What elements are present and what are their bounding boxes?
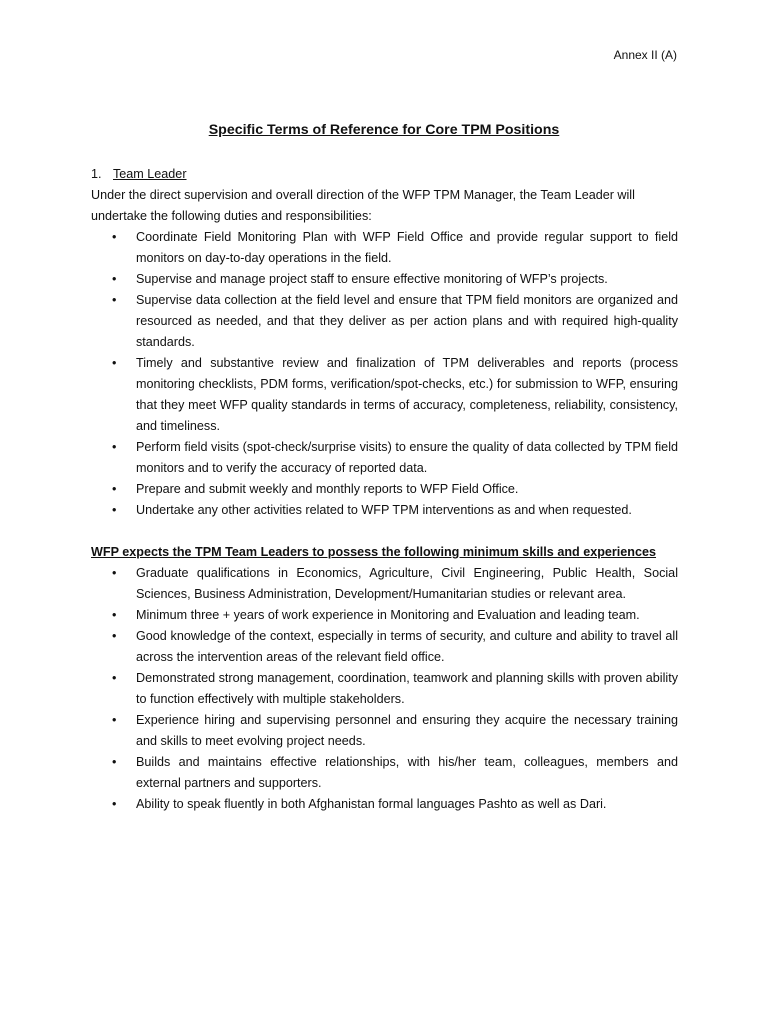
duty-item <box>91 269 678 290</box>
bullet-icon: • <box>112 272 117 286</box>
skill-text: Builds and maintains effective relationships, with his/her team, colleagues, members and external partners and supporters. <box>136 755 678 790</box>
duty-text: Supervise and manage project staff to ensure effective monitoring of WFP’s projects. <box>136 272 608 286</box>
skill-text: Minimum three + years of work experience in Monitoring and Evaluation and leading team. <box>136 608 640 622</box>
section-title: Team Leader <box>113 167 187 181</box>
duty-item <box>91 353 678 437</box>
duties-list <box>91 227 678 521</box>
duty-text: Undertake any other activities related to WFP TPM interventions as and when requested. <box>136 503 632 517</box>
duty-text: Prepare and submit weekly and monthly reports to WFP Field Office. <box>136 482 519 496</box>
bullet-icon: • <box>112 566 117 580</box>
bullet-icon: • <box>112 629 117 643</box>
skill-text: Experience hiring and supervising personnel and ensuring they acquire the necessary training and skills to meet evolving project needs. <box>136 713 678 748</box>
section-heading <box>91 164 678 185</box>
section-number: 1. <box>91 167 102 181</box>
skill-item <box>91 605 678 626</box>
bullet-icon: • <box>112 482 117 496</box>
skill-text: Good knowledge of the context, especially in terms of security, and culture and ability to travel all across the intervention areas of the relevant field office. <box>136 629 678 664</box>
annex-label: Annex II (A) <box>613 48 677 62</box>
duty-text: Supervise data collection at the field level and ensure that TPM field monitors are organized and resourced as needed, and that they deliver as per action plans and with required high-quality standards. <box>136 293 678 349</box>
document-title: Specific Terms of Reference for Core TPM Positions <box>208 122 560 138</box>
skill-item <box>91 563 678 605</box>
skill-item <box>91 752 678 794</box>
duty-item <box>91 227 678 269</box>
skill-item <box>91 626 678 668</box>
bullet-icon: • <box>112 671 117 685</box>
skill-text: Demonstrated strong management, coordination, teamwork and planning skills with proven ability to function effectively with multiple stakeholders. <box>136 671 678 706</box>
bullet-icon: • <box>112 230 117 244</box>
skill-item <box>91 668 678 710</box>
section-intro: Under the direct supervision and overall direction of the WFP TPM Manager, the Team Leader will undertake the following duties and responsibilities: <box>91 188 635 223</box>
bullet-icon: • <box>112 293 117 307</box>
bullet-icon: • <box>112 797 117 811</box>
document-body <box>91 164 678 815</box>
duty-item <box>91 437 678 479</box>
skill-item <box>91 794 678 815</box>
duty-text: Perform field visits (spot-check/surprise visits) to ensure the quality of data collected by TPM field monitors and to verify the accuracy of reported data. <box>136 440 678 475</box>
bullet-icon: • <box>112 356 117 370</box>
skill-item <box>91 710 678 752</box>
bullet-icon: • <box>112 608 117 622</box>
duty-item <box>91 479 678 500</box>
bullet-icon: • <box>112 713 117 727</box>
skill-text: Ability to speak fluently in both Afghanistan formal languages Pashto as well as Dari. <box>136 797 607 811</box>
bullet-icon: • <box>112 755 117 769</box>
bullet-icon: • <box>112 440 117 454</box>
duty-item <box>91 500 678 521</box>
duty-item <box>91 290 678 353</box>
skill-text: Graduate qualifications in Economics, Agriculture, Civil Engineering, Public Health, Social Sciences, Business Administration, Development/Humanitarian studies or relevant area. <box>136 566 678 601</box>
duty-text: Coordinate Field Monitoring Plan with WFP Field Office and provide regular support to field monitors on day-to-day operations in the field. <box>136 230 678 265</box>
skills-list <box>91 563 678 815</box>
skills-heading: WFP expects the TPM Team Leaders to possess the following minimum skills and experiences <box>91 545 657 559</box>
duty-text: Timely and substantive review and finalization of TPM deliverables and reports (process monitoring checklists, PDM forms, verification/spot-checks, etc.) for submission to WFP, ensuring that they meet WFP quality standards in terms of accuracy, completeness, reliability, consistency, and timeliness. <box>136 356 678 433</box>
bullet-icon: • <box>112 503 117 517</box>
